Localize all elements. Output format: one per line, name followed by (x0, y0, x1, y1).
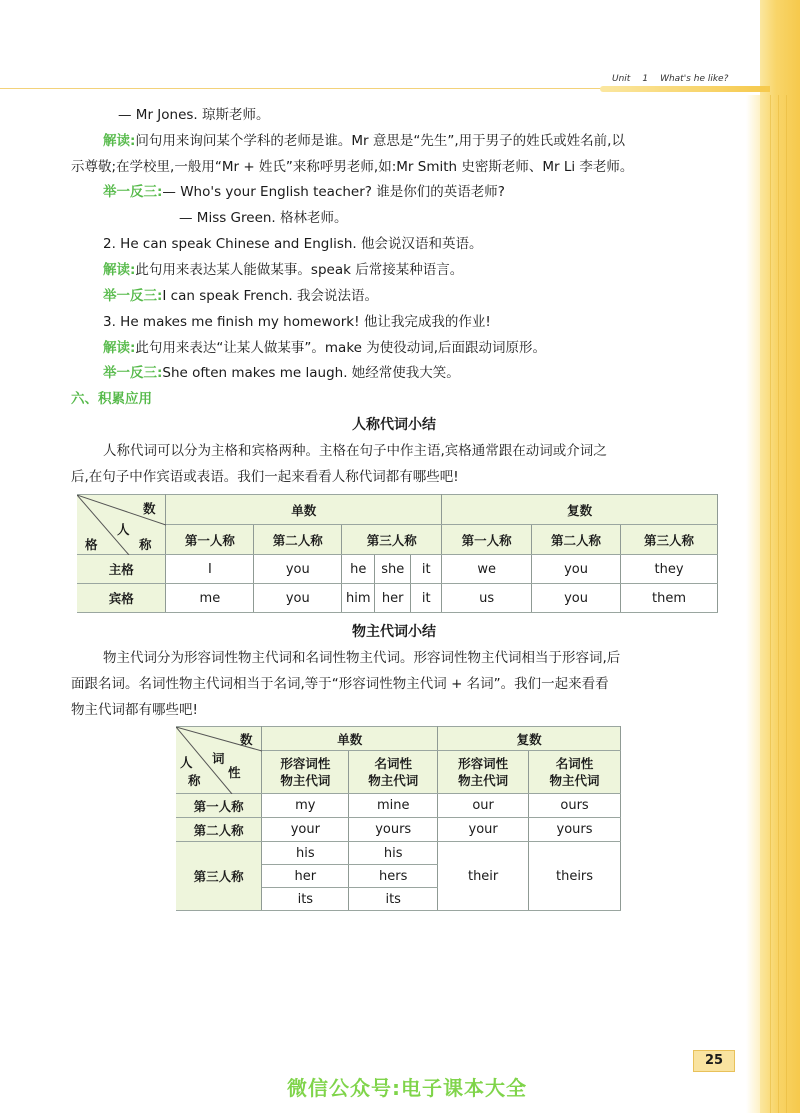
personal-pronoun-table (77, 494, 718, 613)
diag-label: 数 (143, 501, 156, 516)
page-edge (760, 0, 800, 1113)
text-line: — Mr Jones. 琼斯老师。 (118, 107, 270, 123)
table-cell: my (262, 794, 349, 818)
table-cell: yours (529, 818, 621, 842)
text-line: 2. He can speak Chinese and English. 他会说汉语和英语。 (103, 236, 483, 252)
header-plural: 复数 (442, 495, 718, 525)
table2-title: 物主代词小结 (352, 624, 436, 640)
row-label: 第三人称 (176, 842, 262, 911)
table-cell: our (438, 794, 529, 818)
table-cell: him (342, 584, 375, 613)
table-cell: mine (349, 794, 438, 818)
table-cell: her (375, 584, 411, 613)
possessive-pronoun-table (176, 726, 621, 911)
table-cell: hers (349, 865, 438, 888)
table-cell: she (375, 555, 411, 584)
table-cell: yours (349, 818, 438, 842)
text-line: 物主代词分为形容词性物主代词和名词性物主代词。形容词性物主代词相当于形容词,后 (103, 650, 621, 666)
table-cell: its (349, 888, 438, 911)
text-line: — Miss Green. 格林老师。 (179, 210, 348, 226)
table-cell: her (262, 865, 349, 888)
col-person: 第一人称 (442, 525, 532, 555)
text-line: 解读:此句用来表达某人能做某事。speak 后常接某种语言。 (103, 262, 464, 278)
text-line: 举一反三:— Who's your English teacher? 谁是你们的英语老师? (103, 184, 505, 200)
diag-label: 词 (212, 751, 225, 766)
row-label: 主格 (77, 555, 166, 584)
col-person: 第三人称 (621, 525, 718, 555)
table1-title: 人称代词小结 (352, 417, 436, 433)
table-cell: theirs (529, 842, 621, 911)
text-line: 物主代词都有哪些吧! (71, 702, 198, 718)
text-line: 示尊敬;在学校里,一般用“Mr + 姓氏”来称呼男老师,如:Mr Smith 史密斯老师、Mr Li 李老师。 (71, 159, 634, 175)
header-singular: 单数 (166, 495, 442, 525)
col-person: 第一人称 (166, 525, 254, 555)
table-cell: I (166, 555, 254, 584)
diag-label: 人 (180, 755, 193, 770)
col-person: 第二人称 (254, 525, 342, 555)
diag-label: 性 (228, 765, 241, 780)
table-cell: you (254, 584, 342, 613)
row-label: 第二人称 (176, 818, 262, 842)
diag-label: 称 (188, 773, 201, 788)
table2-corner (176, 727, 262, 794)
table-cell: me (166, 584, 254, 613)
diag-label: 格 (85, 537, 98, 552)
section-heading: 六、积累应用 (71, 391, 152, 407)
text-line: 举一反三:I can speak French. 我会说法语。 (103, 288, 378, 304)
row-label: 宾格 (77, 584, 166, 613)
text-line: 3. He makes me finish my homework! 他让我完成我的作业! (103, 314, 491, 330)
edge-line (778, 95, 779, 1113)
table-cell: your (438, 818, 529, 842)
table1-corner (77, 495, 166, 555)
header-tab (600, 86, 770, 92)
text-line: 解读:此句用来表达“让某人做某事”。make 为使役动词,后面跟动词原形。 (103, 340, 547, 356)
table-cell: you (532, 584, 621, 613)
text-line: 后,在句子中作宾语或表语。我们一起来看看人称代词都有哪些吧! (71, 469, 459, 485)
table-cell: it (411, 555, 442, 584)
table-cell: us (442, 584, 532, 613)
text-line: 面跟名词。名词性物主代词相当于名词,等于“形容词性物主代词 + 名词”。我们一起来看看 (71, 676, 609, 692)
table-cell: they (621, 555, 718, 584)
col-header: 名词性 物主代词 (529, 751, 621, 794)
diag-label: 数 (240, 732, 253, 747)
page-number: 25 (693, 1050, 735, 1072)
table-cell: them (621, 584, 718, 613)
row-label: 第一人称 (176, 794, 262, 818)
text-line: 解读:问句用来询问某个学科的老师是谁。Mr 意思是“先生”,用于男子的姓氏或姓名前,以 (103, 133, 625, 149)
running-header: Unit 1 What's he like? (612, 74, 729, 84)
col-header: 形容词性 物主代词 (262, 751, 349, 794)
diag-label: 人 (117, 522, 130, 537)
col-header: 名词性 物主代词 (349, 751, 438, 794)
edge-line (786, 95, 787, 1113)
table-cell: his (262, 842, 349, 865)
col-header: 形容词性 物主代词 (438, 751, 529, 794)
table-cell: ours (529, 794, 621, 818)
table-cell: he (342, 555, 375, 584)
text-line: 举一反三:She often makes me laugh. 她经常使我大笑。 (103, 365, 460, 381)
header-plural: 复数 (438, 727, 621, 751)
table-cell: we (442, 555, 532, 584)
table-cell: it (411, 584, 442, 613)
header-singular: 单数 (262, 727, 438, 751)
table-cell: their (438, 842, 529, 911)
watermark: 微信公众号:电子课本大全 (287, 1076, 527, 1100)
table-cell: his (349, 842, 438, 865)
col-person: 第二人称 (532, 525, 621, 555)
table-cell: you (254, 555, 342, 584)
diag-label: 称 (139, 537, 152, 552)
col-person: 第三人称 (342, 525, 442, 555)
table-cell: you (532, 555, 621, 584)
text-line: 人称代词可以分为主格和宾格两种。主格在句子中作主语,宾格通常跟在动词或介词之 (103, 443, 607, 459)
table-cell: your (262, 818, 349, 842)
edge-line (770, 95, 771, 1113)
table-cell: its (262, 888, 349, 911)
